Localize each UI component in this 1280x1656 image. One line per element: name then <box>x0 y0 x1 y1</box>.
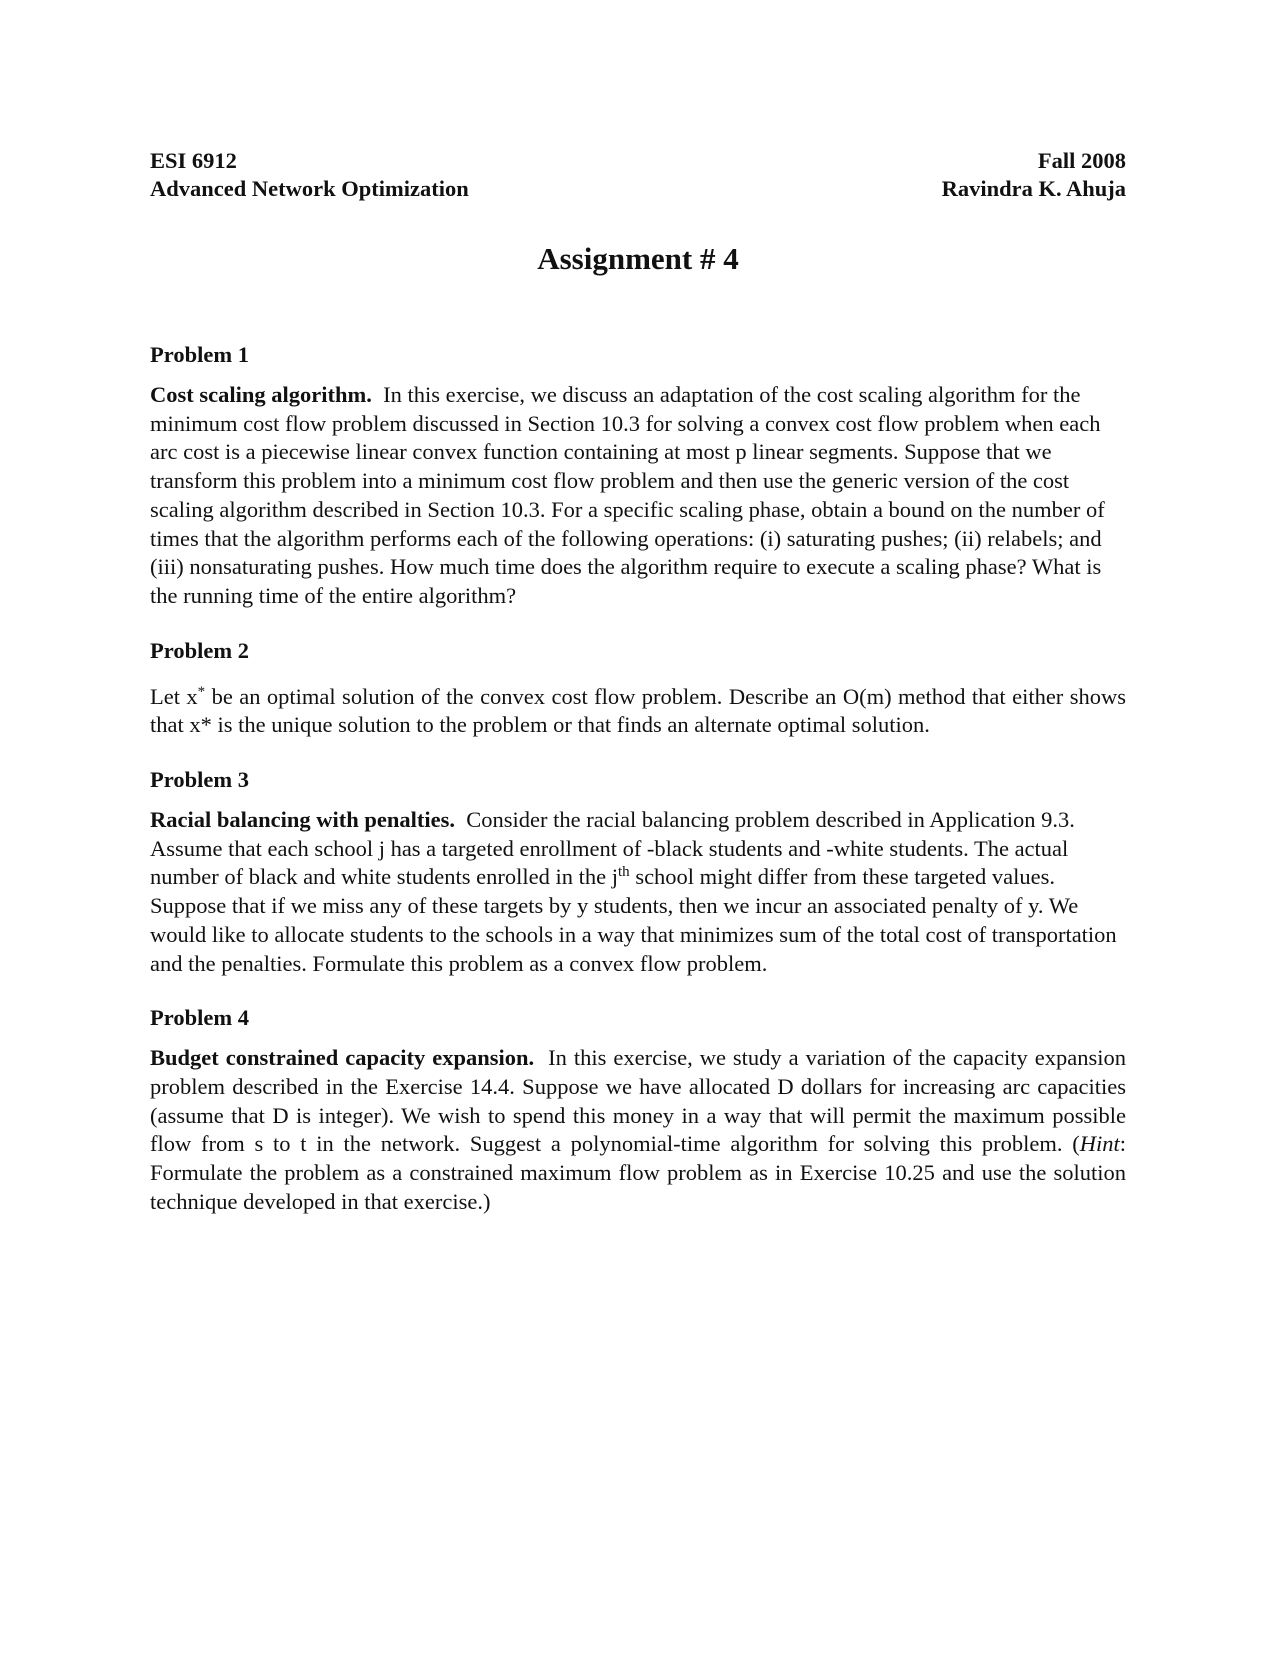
course-code: ESI 6912 <box>150 148 237 173</box>
problem-4-body-start: In this exercise, we study a variation of the capacity expansion problem described in the Exercise 14.4. Suppose we have allocated D dollars for increasing arc capacities (assume that D is integer). We wish to spend this money in a way that will permit the maximum possible flow from s to t in the network. Suggest a polynomial-time algorithm for solving this problem. ( <box>150 1045 1127 1157</box>
header <box>150 147 1126 203</box>
problem-4-hint-label: Hint <box>1079 1131 1120 1157</box>
problem-4-body-end: : Formulate the problem as a constrained maximum flow problem as in Exercise 10.25 and use the solution technique developed in that exercise.) <box>150 1131 1126 1214</box>
course-name: Advanced Network Optimization <box>150 176 469 201</box>
problem-2-body-start: Let x <box>150 683 198 709</box>
problem-2-heading: Problem 2 <box>150 637 249 663</box>
document-page <box>150 147 1126 1216</box>
problem-2-text <box>150 683 1126 740</box>
problem-4-heading: Problem 4 <box>150 1005 249 1031</box>
problem-2-superscript: * <box>197 683 206 700</box>
instructor: Ravindra K. Ahuja <box>941 176 1126 201</box>
page-title: Assignment # 4 <box>537 241 739 276</box>
problem-3-body-start: Consider the racial balancing problem described in Application 9.3. Assume that each school j has a targeted enrollment of -black students and -white students. The actual number of black and white students enrolled in the j <box>150 807 1075 890</box>
header-left <box>150 147 469 203</box>
problem-4-lead: Budget constrained capacity expansion. <box>150 1045 535 1071</box>
problem-3-superscript: th <box>618 864 630 881</box>
problem-3-text <box>150 806 1126 978</box>
problem-4-text <box>150 1044 1126 1216</box>
problem-1-heading: Problem 1 <box>150 342 249 367</box>
problem-3-body-end: school might differ from these targeted values. Suppose that if we miss any of these targets by y students, then we incur an associated penalty of y. We would like to allocate students to the schools in a way that minimizes sum of the total cost of transportation and the penalties. Formulate this problem as a convex flow problem. <box>150 864 1117 976</box>
problem-1-body: In this exercise, we discuss an adaptation of the cost scaling algorithm for the minimum cost flow problem discussed in Section 10.3 for solving a convex cost flow problem when each arc cost is a piecewise linear convex function containing at most p linear segments. Suppose that we transform this problem into a minimum cost flow problem and then use the generic version of the cost scaling algorithm described in Section 10.3. For a specific scaling phase, obtain a bound on the number of times that the algorithm performs each of the following operations: (i) saturating pushes; (ii) relabels; and (iii) nonsaturating pushes. How much time does the algorithm require to execute a scaling phase? What is the running time of the entire algorithm? <box>150 382 1105 608</box>
term: Fall 2008 <box>1037 148 1126 173</box>
problem-3-heading: Problem 3 <box>150 767 249 793</box>
header-right <box>942 147 1126 203</box>
problem-3-lead: Racial balancing with penalties. <box>150 807 456 833</box>
problem-1-lead: Cost scaling algorithm. <box>150 382 372 407</box>
problem-1-text <box>150 381 1126 611</box>
problem-2-body-end: be an optimal solution of the convex cost flow problem. Describe an O(m) method that either shows that x* is the unique solution to the problem or that finds an alternate optimal solution. <box>150 683 1126 738</box>
